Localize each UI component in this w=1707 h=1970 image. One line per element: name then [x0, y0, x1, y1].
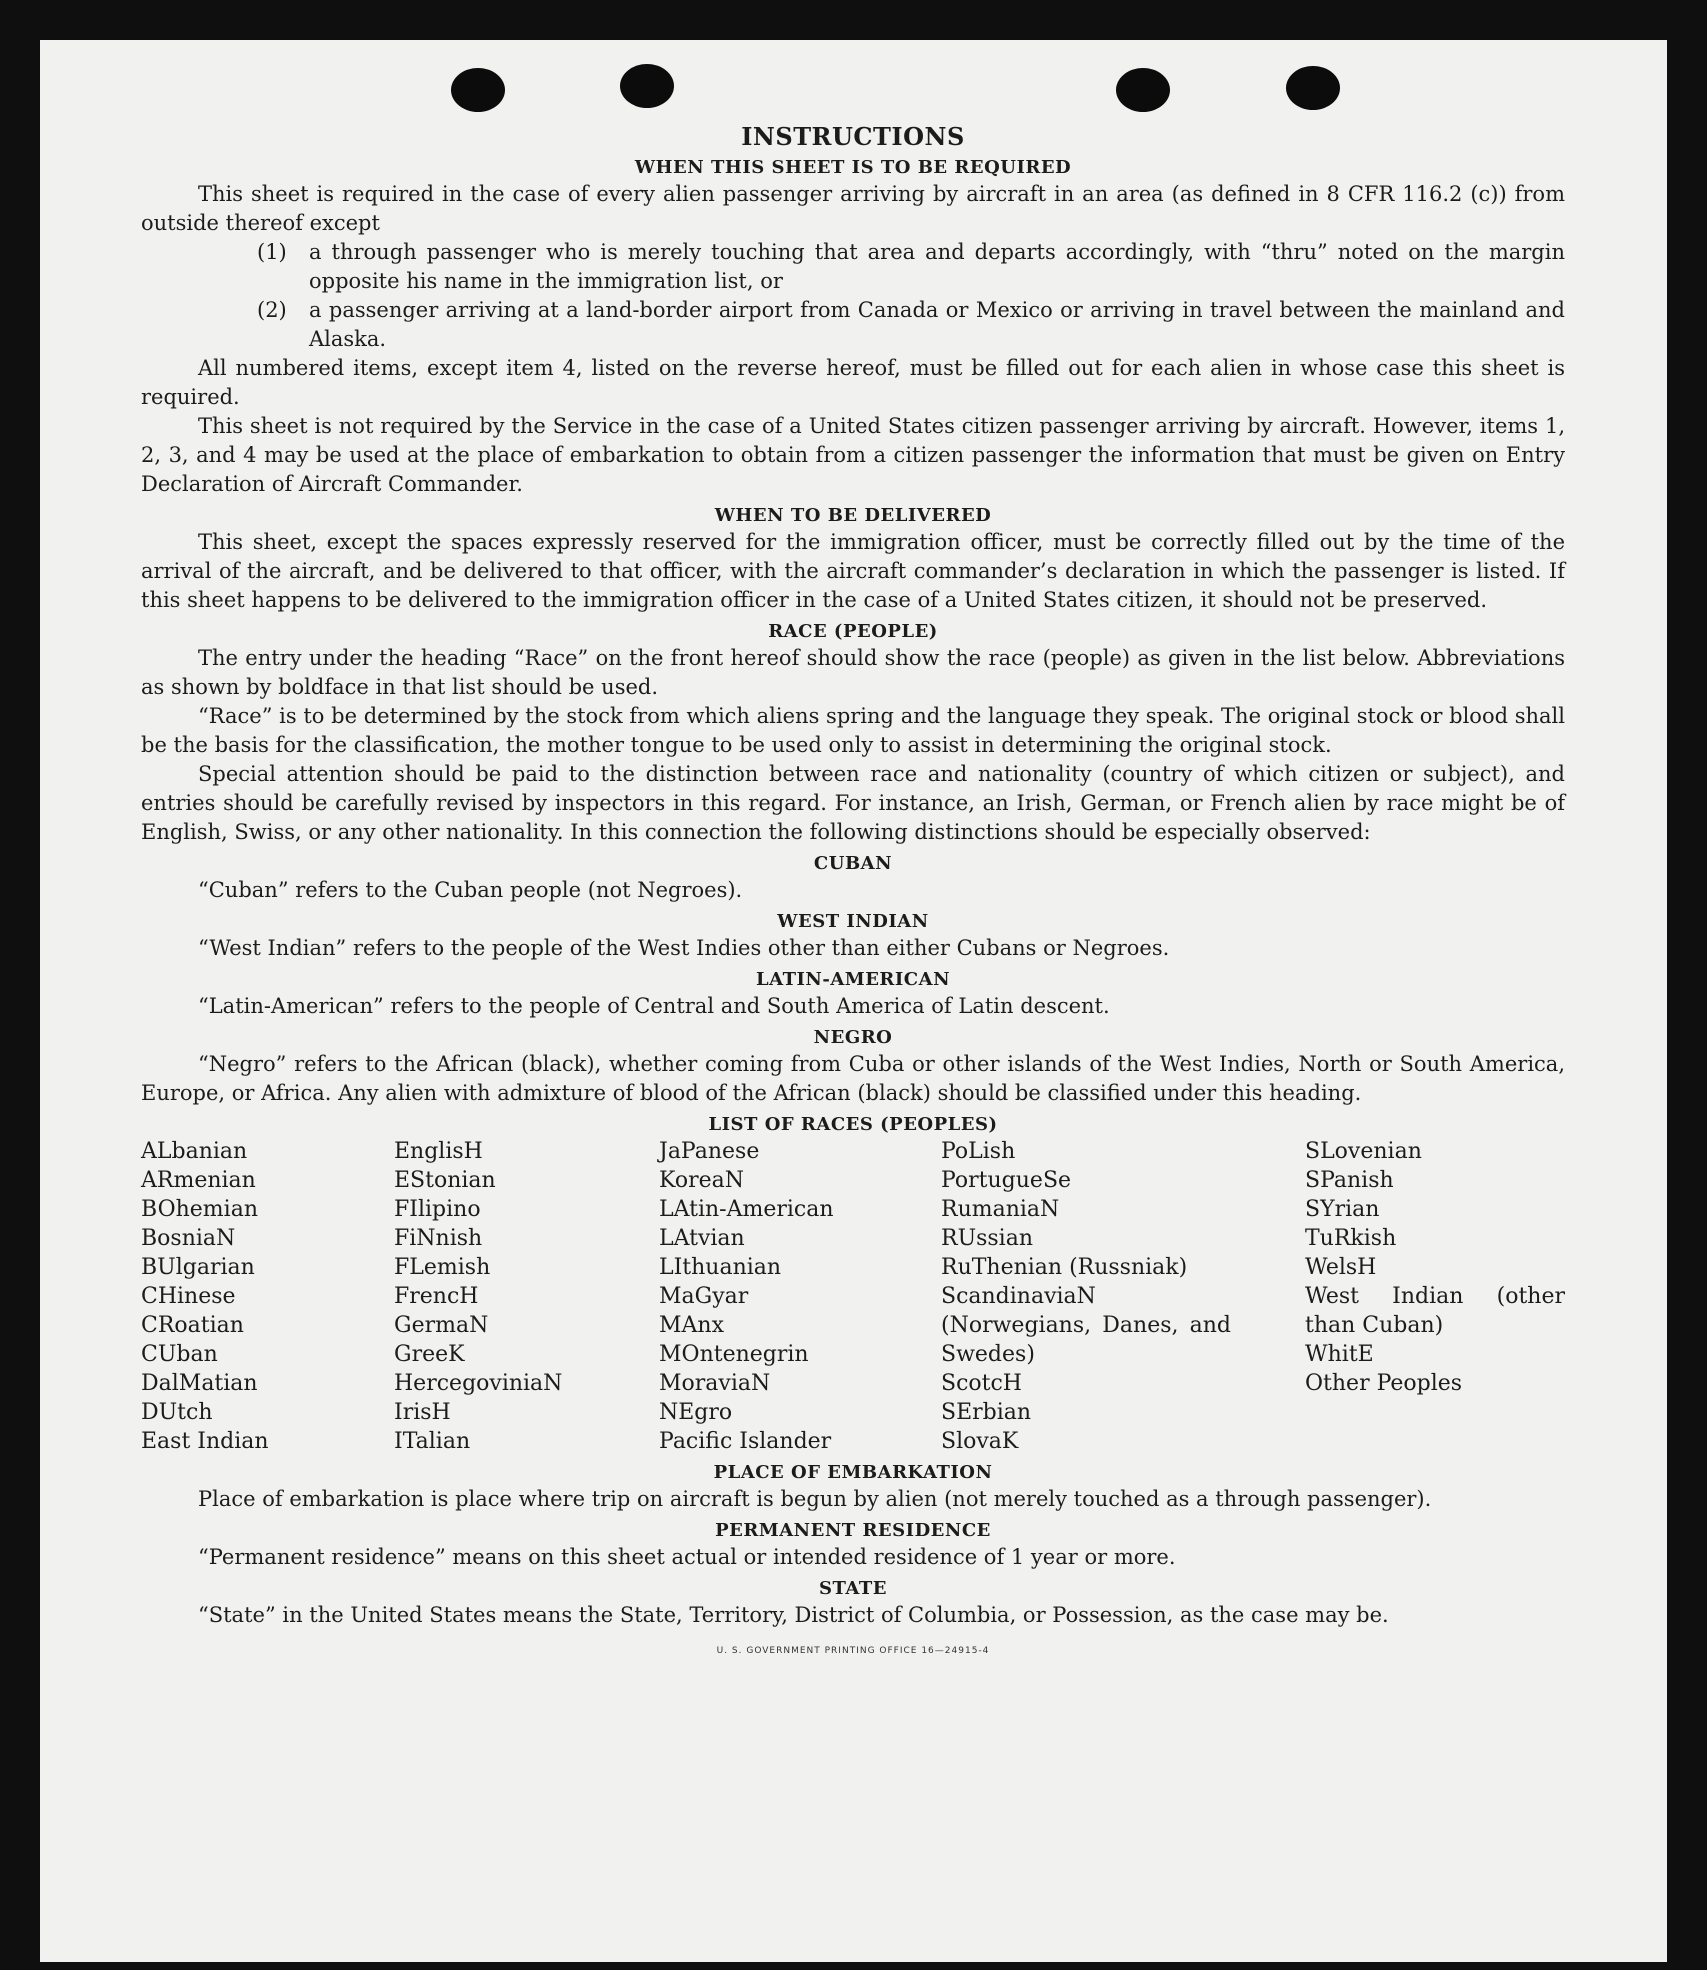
races-column: [141, 1137, 394, 1456]
heading-race: RACE (PEOPLE): [768, 621, 938, 642]
race-entry: SPanish: [1305, 1168, 1394, 1193]
race-entry: LIthuanian: [659, 1255, 782, 1280]
paragraph: This sheet is not required by the Service in the case of a United States citizen passenger arriving by aircraft. However, items 1, 2, 3, and 4 may be used at the place of embarkation to obtain from a citizen passenger the information that must be given on Entry Declaration of Aircraft Commander.: [141, 414, 1565, 496]
item-number: (1): [257, 240, 287, 264]
race-entry: ScandinaviaN (Norwegians, Danes, and Swedes): [941, 1284, 1231, 1367]
race-entry: PoLish: [941, 1139, 1016, 1164]
race-entry: BUlgarian: [141, 1255, 255, 1280]
paragraph: This sheet is required in the case of every alien passenger arriving by aircraft in an area (as defined in 8 CFR 116.2 (c)) from outside thereof except: [141, 182, 1565, 235]
race-entry: MaGyar: [659, 1284, 749, 1309]
heading-negro: NEGRO: [813, 1027, 893, 1048]
race-entry: ALbanian: [141, 1139, 248, 1164]
races-list: [141, 1137, 1565, 1456]
race-entry: GermaN: [394, 1313, 489, 1338]
item-number: (2): [257, 298, 287, 322]
race-entry: RumaniaN: [941, 1197, 1060, 1222]
list-item: [257, 296, 1565, 354]
race-entry: TuRkish: [1305, 1226, 1397, 1251]
race-entry: CHinese: [141, 1284, 236, 1309]
instruction-sheet: [40, 40, 1667, 1962]
punch-hole: [620, 64, 674, 108]
paragraph: “Permanent residence” means on this sheet actual or intended residence of 1 year or more.: [198, 1545, 1176, 1569]
heading-latin-american: LATIN-AMERICAN: [755, 969, 951, 990]
race-entry: ScotcH: [941, 1371, 1022, 1396]
definition: “Cuban” refers to the Cuban people (not Negroes).: [198, 878, 743, 902]
race-entry: CRoatian: [141, 1313, 244, 1338]
heading-delivered: WHEN TO BE DELIVERED: [714, 505, 992, 526]
heading-embarkation: PLACE OF EMBARKATION: [713, 1462, 993, 1483]
page-title: INSTRUCTIONS: [741, 122, 965, 151]
heading-residence: PERMANENT RESIDENCE: [715, 1520, 991, 1541]
paragraph: Place of embarkation is place where trip on aircraft is begun by alien (not merely touched as a through passenger).: [198, 1487, 1432, 1511]
race-entry: West Indian (other than Cuban): [1305, 1284, 1565, 1338]
race-entry: EStonian: [394, 1168, 496, 1193]
race-entry: FLemish: [394, 1255, 491, 1280]
paragraph: The entry under the heading “Race” on the front hereof should show the race (people) as given in the list below. Abbreviations as shown by boldface in that list should be used.: [141, 646, 1565, 699]
heading-cuban: CUBAN: [813, 853, 893, 874]
item-text: a passenger arriving at a land-border airport from Canada or Mexico or arriving in travel between the mainland and Alaska.: [309, 298, 1565, 351]
race-entry: DUtch: [141, 1400, 213, 1425]
race-entry: BosniaN: [141, 1226, 236, 1251]
race-entry: ARmenian: [141, 1168, 256, 1193]
race-entry: PortugueSe: [941, 1168, 1072, 1193]
race-entry: DalMatian: [141, 1371, 258, 1396]
race-entry: CUban: [141, 1342, 218, 1367]
races-column: [1305, 1137, 1565, 1456]
race-entry: BOhemian: [141, 1197, 258, 1222]
race-entry: FIlipino: [394, 1197, 481, 1222]
race-entry: GreeK: [394, 1342, 465, 1367]
race-entry: Pacific Islander: [659, 1429, 832, 1454]
race-entry: RuThenian (Russniak): [941, 1255, 1188, 1280]
punch-hole: [451, 68, 505, 112]
list-item: [257, 238, 1565, 296]
race-entry: SLovenian: [1305, 1139, 1422, 1164]
definition: “Negro” refers to the African (black), whether coming from Cuba or other islands of the West Indies, North or South America, Europe, or Africa. Any alien with admixture of blood of the African (black) should be classified under this heading.: [141, 1052, 1565, 1105]
heading-required: WHEN THIS SHEET IS TO BE REQUIRED: [634, 157, 1072, 178]
races-column: [941, 1137, 1305, 1456]
race-entry: IrisH: [394, 1400, 451, 1425]
race-entry: FrencH: [394, 1284, 479, 1309]
race-entry: SErbian: [941, 1400, 1032, 1425]
paragraph: Special attention should be paid to the distinction between race and nationality (country of which citizen or subject), and entries should be carefully revised by inspectors in this regard. For instance, an Irish, German, or French alien by race might be of English, Swiss, or any other nationality. In this connection the following distinctions should be especially observed:: [141, 762, 1565, 844]
race-entry: LAtin-American: [659, 1197, 834, 1222]
race-entry: WhitE: [1305, 1342, 1374, 1367]
races-column: [659, 1137, 941, 1456]
heading-list-of-races: LIST OF RACES (PEOPLES): [708, 1114, 998, 1135]
race-entry: RUssian: [941, 1226, 1034, 1251]
paragraph: “State” in the United States means the State, Territory, District of Columbia, or Possession, as the case may be.: [198, 1603, 1389, 1627]
paragraph: All numbered items, except item 4, listed on the reverse hereof, must be filled out for each alien in whose case this sheet is required.: [141, 356, 1565, 409]
heading-state: STATE: [818, 1578, 887, 1599]
race-entry: MOntenegrin: [659, 1342, 809, 1367]
race-entry: KoreaN: [659, 1168, 744, 1193]
race-entry: WelsH: [1305, 1255, 1377, 1280]
definition: “Latin-American” refers to the people of Central and South America of Latin descent.: [198, 994, 1110, 1018]
race-entry: LAtvian: [659, 1226, 745, 1251]
race-entry: ITalian: [394, 1429, 471, 1454]
race-entry: NEgro: [659, 1400, 733, 1425]
paragraph: “Race” is to be determined by the stock from which aliens spring and the language they speak. The original stock or blood shall be the basis for the classification, the mother tongue to be used only to assist in determining the original stock.: [141, 704, 1565, 757]
punch-hole: [1116, 68, 1170, 112]
race-entry: Other Peoples: [1305, 1371, 1463, 1396]
race-entry: EnglisH: [394, 1139, 483, 1164]
races-column: [394, 1137, 659, 1456]
heading-west-indian: WEST INDIAN: [777, 911, 929, 932]
race-entry: MoraviaN: [659, 1371, 771, 1396]
definition: “West Indian” refers to the people of the West Indies other than either Cubans or Negroes.: [198, 936, 1170, 960]
printer-imprint: U. S. GOVERNMENT PRINTING OFFICE 16—24915-4: [716, 1646, 990, 1656]
race-entry: JaPanese: [659, 1139, 760, 1164]
paragraph: This sheet, except the spaces expressly reserved for the immigration officer, must be correctly filled out by the time of the arrival of the aircraft, and be delivered to that officer, with the aircraft commander’s declaration in which the passenger is listed. If this sheet happens to be delivered to the immigration officer in the case of a United States citizen, it should not be preserved.: [141, 530, 1565, 612]
race-entry: SlovaK: [941, 1429, 1019, 1454]
race-entry: FiNnish: [394, 1226, 483, 1251]
race-entry: SYrian: [1305, 1197, 1380, 1222]
race-entry: MAnx: [659, 1313, 724, 1338]
race-entry: East Indian: [141, 1429, 269, 1454]
item-text: a through passenger who is merely touching that area and departs accordingly, with “thru” noted on the margin opposite his name in the immigration list, or: [309, 240, 1565, 293]
punch-hole: [1286, 66, 1340, 110]
race-entry: HercegoviniaN: [394, 1371, 563, 1396]
